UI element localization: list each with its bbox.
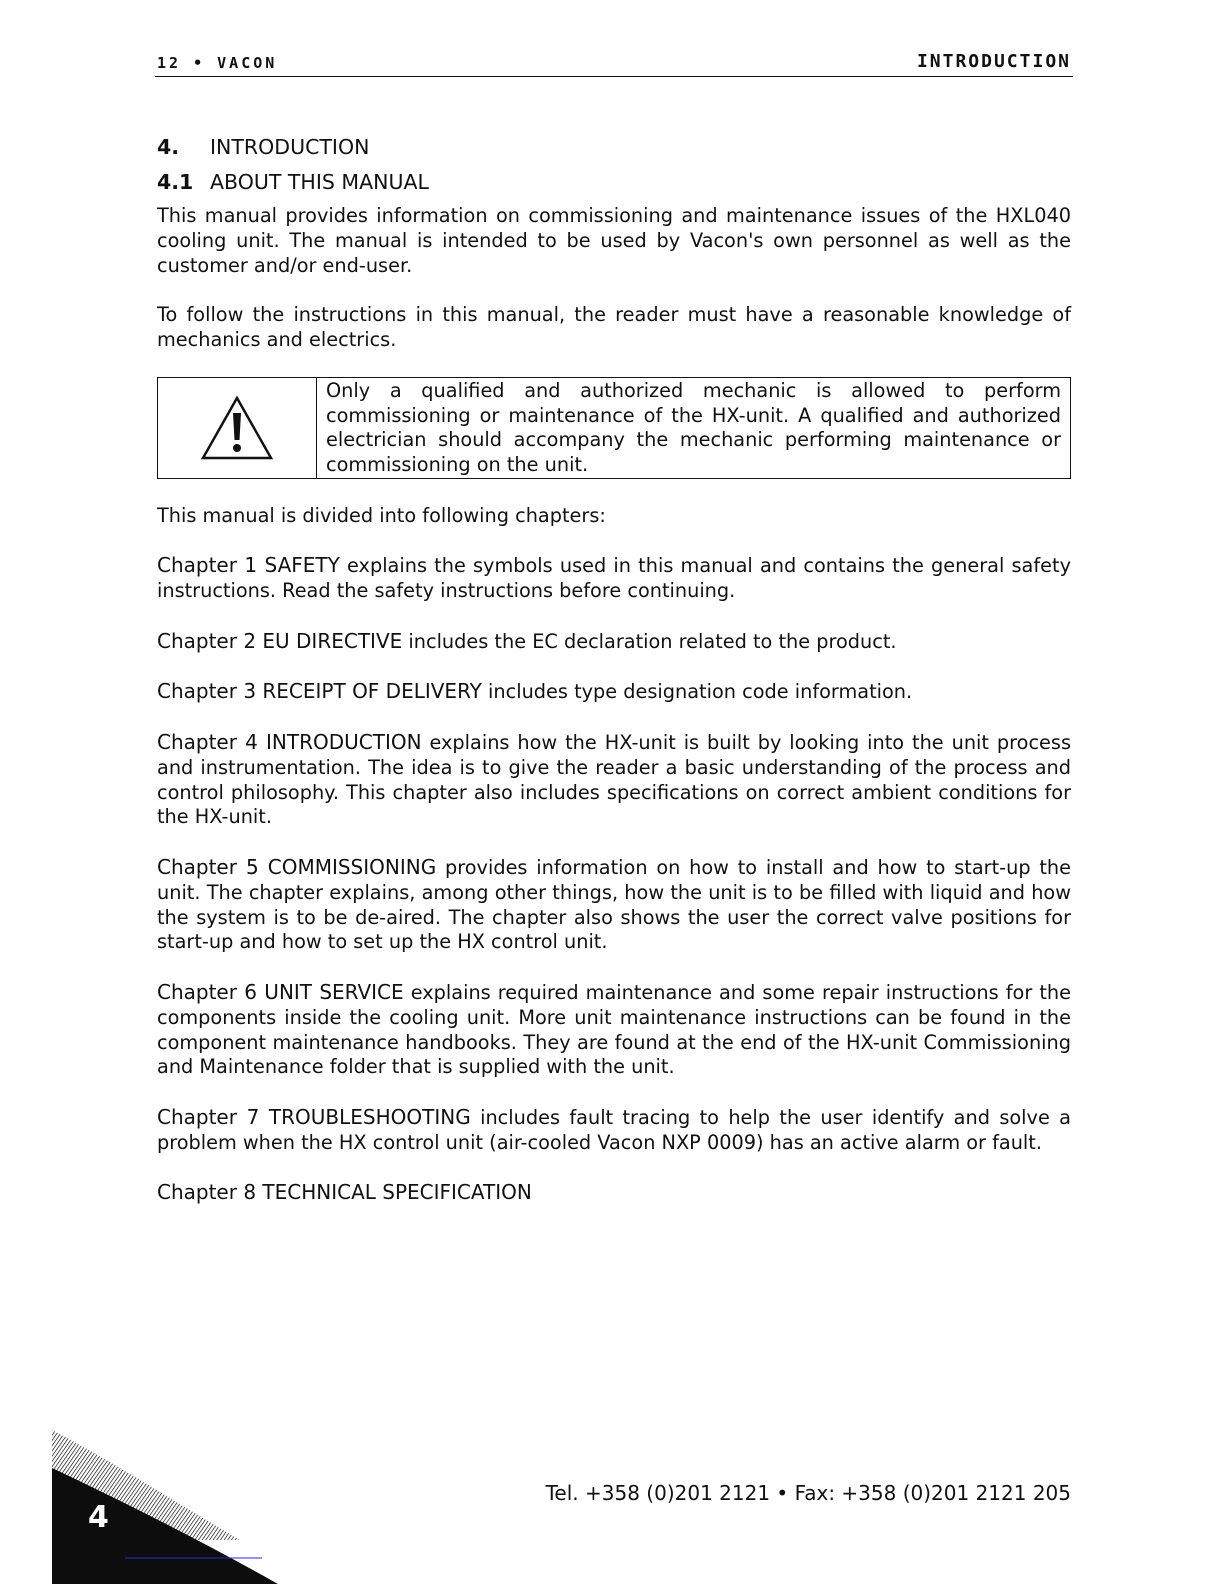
section-heading [157,134,1071,160]
warning-text: Only a qualified and authorized mechanic is allowed to perform commissioning or maintenance of the HX-unit. A qualified and authorized electrician should accompany the mechanic performing maintenance or commissioning on the unit. [326,378,1061,477]
chapter-item [157,553,1071,604]
chapter-description: includes the EC declaration related to the product. [402,629,897,653]
warning-icon-cell [158,378,317,478]
chapter-title: Chapter 1 SAFETY [157,553,340,578]
chapter-item [157,855,1071,955]
chapter-description: includes type designation code information. [481,680,913,704]
section-title: INTRODUCTION [210,135,370,159]
subsection-heading [157,169,1071,195]
page-header [155,50,1073,77]
warning-box [157,377,1071,479]
chapter-title: Chapter 4 INTRODUCTION [157,729,422,754]
chapter-title: Chapter 2 EU DIRECTIVE [157,628,403,653]
intro-paragraph: To follow the instructions in this manual, the reader must have a reasonable knowledge of mechanics and electrics. [157,303,1071,351]
footer-corner-graphic [0,1420,300,1584]
header-page-brand: 12 • VACON [157,54,278,72]
chapter-item [157,679,1071,705]
footer-contact: Tel. +358 (0)201 2121 • Fax: +358 (0)201 2121 205 [545,1481,1071,1505]
section-number: 4. [157,135,180,159]
chapter-title: Chapter 7 TROUBLESHOOTING [157,1104,471,1129]
chapter-title: Chapter 8 TECHNICAL SPECIFICATION [157,1180,532,1205]
chapter-description: explains required maintenance and some repair instructions for the components inside the cooling unit. More unit maintenance instructions can be found in the component maintenance handbooks. They are found at the end of the HX-unit Commissioning and Maintenance folder that is supplied with the unit. [157,980,1071,1079]
chapter-title: Chapter 3 RECEIPT OF DELIVERY [157,679,482,704]
chapter-description: includes fault tracing to help the user identify and solve a problem when the HX control unit (air-cooled Vacon NXP 0009) has an active alarm or fault. [157,1105,1071,1154]
header-section-title: INTRODUCTION [916,51,1071,72]
subsection-title: ABOUT THIS MANUAL [210,170,429,194]
chapter-title: Chapter 5 COMMISSIONING [157,854,437,879]
chapter-item [157,1105,1071,1156]
page-number: 4 [88,1500,109,1535]
subsection-number: 4.1 [157,170,194,194]
chapter-description: provides information on how to install and how to start-up the unit. The chapter explains, among other things, how the unit is to be filled with liquid and how the system is to be de-aired. The chapter also shows the user the correct valve positions for start-up and how to set up the HX control unit. [157,855,1071,954]
chapter-item [157,980,1071,1080]
chapter-item [157,629,1071,655]
chapter-description: explains how the HX-unit is built by looking into the unit process and instrumentation. The idea is to give the reader a basic understanding of the process and control philosophy. This chapter also includes specifications on correct ambient conditions for the HX-unit. [157,730,1071,829]
warning-triangle-icon [200,395,274,461]
chapter-description: explains the symbols used in this manual and contains the general safety instructions. Read the safety instructions before continuing. [157,554,1071,603]
chapters-intro: This manual is divided into following chapters: [157,503,606,527]
intro-paragraph: This manual provides information on commissioning and maintenance issues of the HXL040 cooling unit. The manual is intended to be used by Vacon's own personnel as well as the customer and/or end-user. [157,204,1071,277]
chapter-item [157,1180,1071,1206]
chapter-item [157,730,1071,830]
chapter-title: Chapter 6 UNIT SERVICE [157,979,404,1004]
page-content [157,132,1071,1206]
